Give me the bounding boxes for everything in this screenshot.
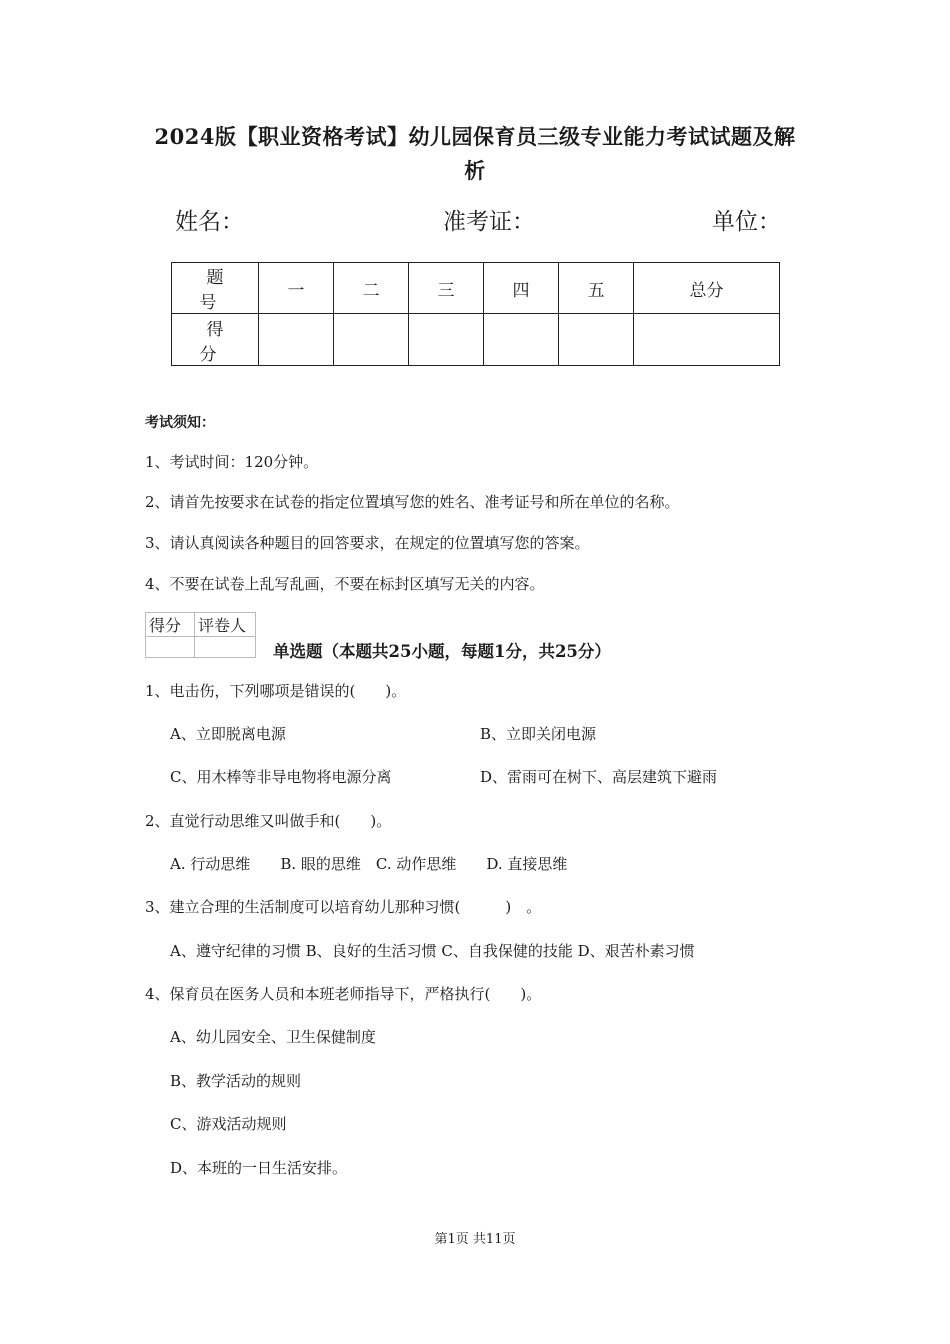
name-label: 姓名： <box>175 209 244 235</box>
grader-score-cell[interactable] <box>146 637 195 658</box>
question-stem: 1、电击伤，下列哪项是错误的( )。 <box>145 682 407 700</box>
grader-score-label: 得分 <box>146 613 195 637</box>
score-table-cell: 二 <box>334 263 409 314</box>
score-table-cell: 总分 <box>634 263 780 314</box>
question-option: A、立即脱离电源 <box>170 725 286 743</box>
notice-item: 2、请首先按要求在试卷的指定位置填写您的姓名、准考证号和所在单位的名称。 <box>145 493 680 511</box>
section-title: 单选题（本题共25小题，每题1分，共25分） <box>273 642 611 661</box>
notice-title: 考试须知： <box>145 415 215 431</box>
candidate-info-row <box>175 203 785 239</box>
question-stem: 3、建立合理的生活制度可以培育幼儿那种习惯( ) 。 <box>145 898 542 916</box>
page-footer: 第1页 共11页 <box>434 1232 516 1247</box>
score-table-cell: 四 <box>484 263 559 314</box>
question-options-line: A、遵守纪律的习惯 B、良好的生活习惯 C、自我保健的技能 D、艰苦朴素习惯 <box>170 942 695 960</box>
notice-item: 1、考试时间：120分钟。 <box>145 453 319 471</box>
question-option: C、用木棒等非导电物将电源分离 <box>170 768 392 786</box>
score-table-cell: 五 <box>559 263 634 314</box>
score-table <box>171 262 780 366</box>
title-line-1: 2024版【职业资格考试】幼儿园保育员三级专业能力考试试题及解 <box>154 124 796 149</box>
score-input-cell[interactable] <box>559 314 634 366</box>
grader-table-input-row <box>146 637 256 658</box>
score-input-cell[interactable] <box>334 314 409 366</box>
grader-table-header <box>146 613 256 637</box>
exam-id-label: 准考证： <box>443 209 535 235</box>
score-table-header-row <box>172 263 780 314</box>
page-title <box>140 120 810 188</box>
grader-name-label: 评卷人 <box>195 613 256 637</box>
score-input-cell[interactable] <box>484 314 559 366</box>
notice-item: 4、不要在试卷上乱写乱画，不要在标封区填写无关的内容。 <box>145 575 545 593</box>
question-option: B、立即关闭电源 <box>480 725 597 743</box>
grader-name-cell[interactable] <box>195 637 256 658</box>
question-option: A、幼儿园安全、卫生保健制度 <box>170 1028 376 1046</box>
unit-label: 单位： <box>712 209 781 235</box>
notice-item: 3、请认真阅读各种题目的回答要求，在规定的位置填写您的答案。 <box>145 534 590 552</box>
question-stem: 4、保育员在医务人员和本班老师指导下，严格执行( )。 <box>145 985 542 1003</box>
score-input-cell[interactable] <box>634 314 780 366</box>
score-input-cell[interactable] <box>409 314 484 366</box>
score-table-cell: 得 分 <box>172 314 259 366</box>
score-table-cell: 三 <box>409 263 484 314</box>
score-table-score-row <box>172 314 780 366</box>
score-table-cell: 题 号 <box>172 263 259 314</box>
title-line-2: 析 <box>464 158 486 183</box>
question-option: D、本班的一日生活安排。 <box>170 1159 348 1177</box>
score-input-cell[interactable] <box>259 314 334 366</box>
grader-table <box>145 612 256 658</box>
question-stem: 2、直觉行动思维又叫做手和( )。 <box>145 812 392 830</box>
question-option: D、雷雨可在树下、高层建筑下避雨 <box>480 768 718 786</box>
question-option: B、教学活动的规则 <box>170 1072 302 1090</box>
question-options-line: A. 行动思维 B. 眼的思维 C. 动作思维 D. 直接思维 <box>170 855 568 873</box>
score-table-cell: 一 <box>259 263 334 314</box>
question-option: C、游戏活动规则 <box>170 1115 287 1133</box>
